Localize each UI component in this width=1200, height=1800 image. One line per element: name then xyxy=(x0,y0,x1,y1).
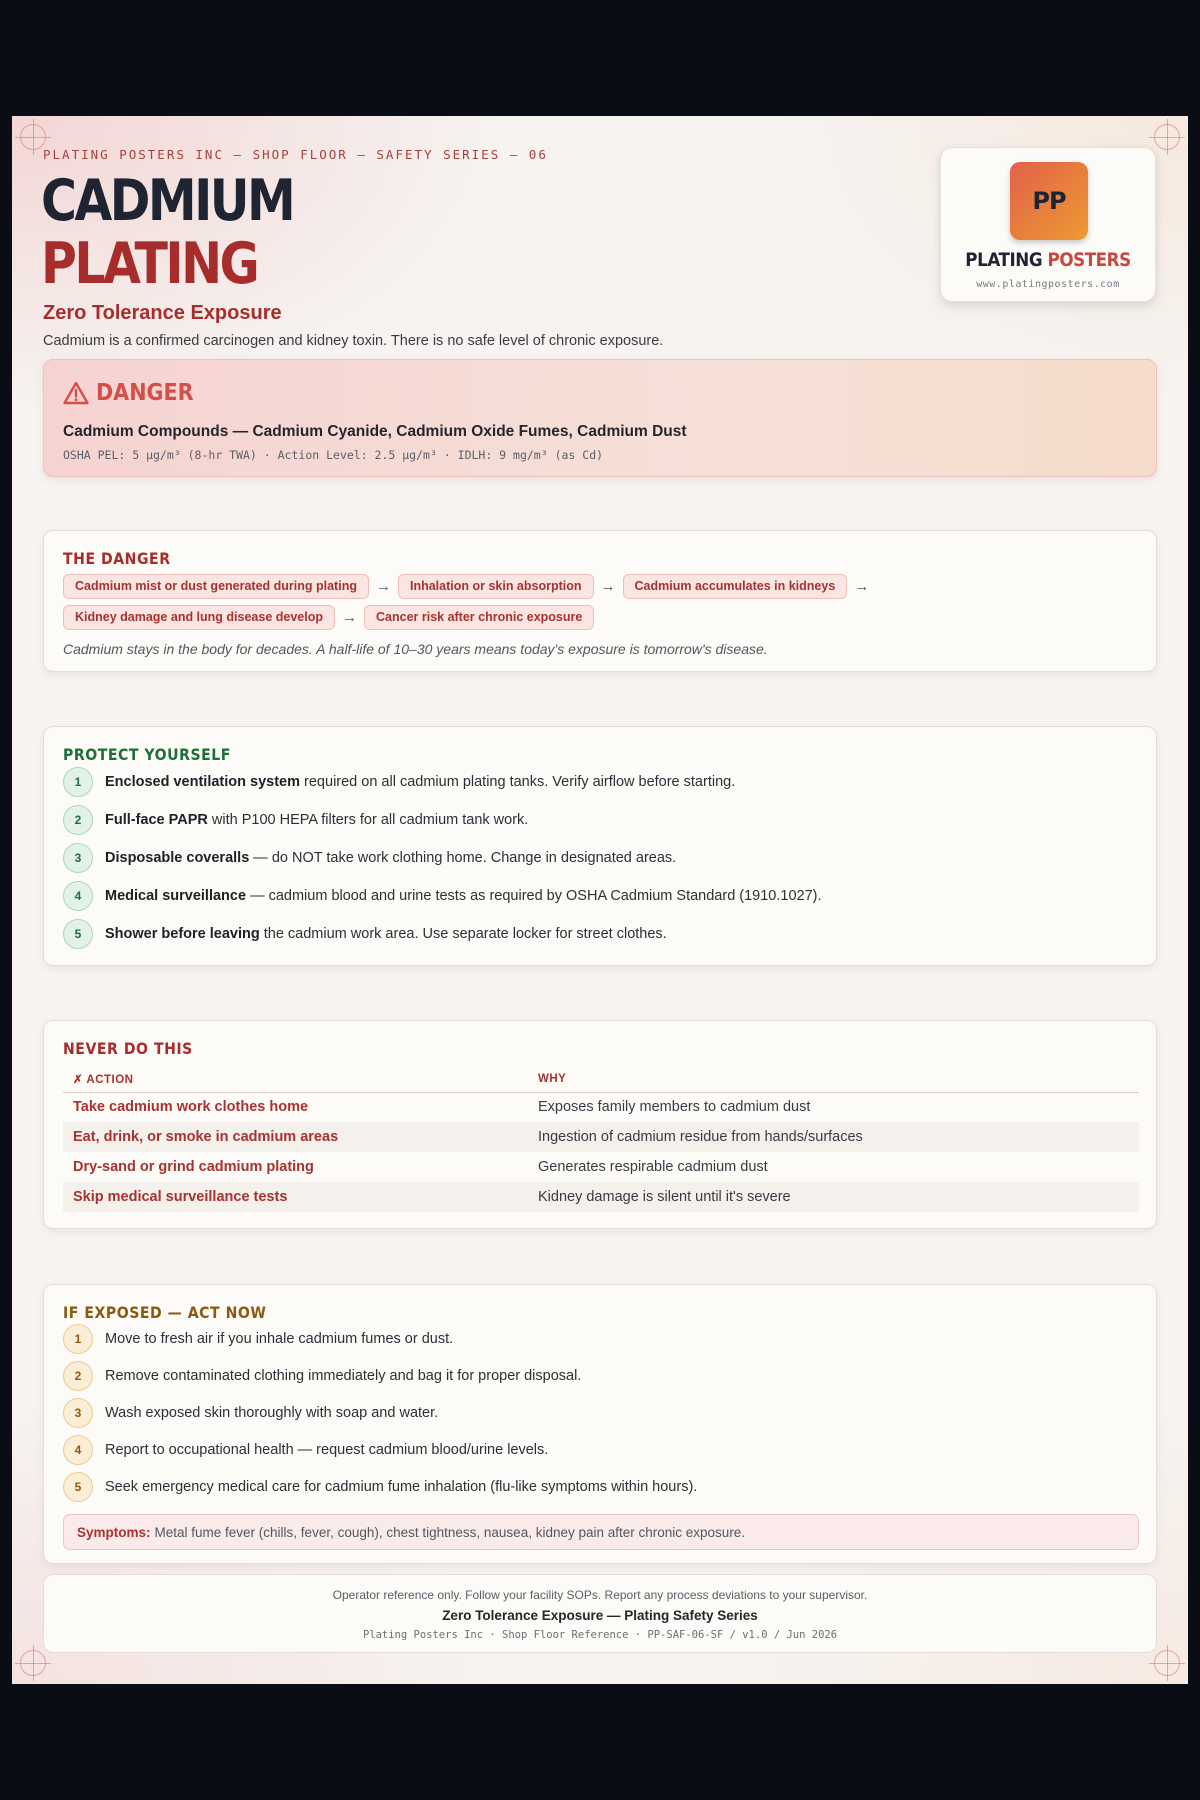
symptoms-text: Metal fume fever (chills, fever, cough), chest tightness, nausea, kidney pain after chronic exposure. xyxy=(154,1524,746,1540)
lead-text: Cadmium is a confirmed carcinogen and kidney toxin. There is no safe level of chronic exposure. xyxy=(43,333,664,349)
exposed-card xyxy=(43,1284,1157,1564)
step-number: 1 xyxy=(63,1324,93,1354)
exposed-step xyxy=(63,1324,453,1354)
why-cell: Exposes family members to cadmium dust xyxy=(538,1099,811,1116)
exposed-step xyxy=(63,1361,581,1391)
logo-name-part-2: POSTERS xyxy=(1047,249,1131,271)
step-emphasis: Full-face PAPR xyxy=(105,812,208,828)
action-cell: Take cadmium work clothes home xyxy=(73,1099,309,1116)
never-title: NEVER DO THIS xyxy=(63,1039,193,1058)
step-detail: — do NOT take work clothing home. Change in designated areas. xyxy=(249,850,677,866)
step-number: 4 xyxy=(63,1435,93,1465)
arrow-right-icon: → xyxy=(342,609,357,626)
step-text xyxy=(105,850,676,866)
exposed-step xyxy=(63,1398,438,1428)
step-text: Remove contaminated clothing immediately and bag it for proper disposal. xyxy=(105,1368,582,1384)
table-row xyxy=(63,1152,1139,1182)
step-detail: — cadmium blood and urine tests as required by OSHA Cadmium Standard (1910.1027). xyxy=(246,888,822,904)
logo-name-part-1: PLATING xyxy=(965,249,1043,271)
the-danger-title: THE DANGER xyxy=(63,549,171,568)
symptoms-box xyxy=(63,1514,1139,1550)
step-text xyxy=(105,774,735,790)
logo-url: www.platingposters.com xyxy=(976,279,1120,290)
step-emphasis: Disposable coveralls xyxy=(105,850,250,866)
protect-step xyxy=(63,767,735,797)
danger-chain xyxy=(63,573,1137,635)
never-table xyxy=(63,1066,1139,1212)
registration-mark-icon xyxy=(20,1650,46,1676)
footer-title: Zero Tolerance Exposure — Plating Safety Series xyxy=(442,1608,758,1623)
exposed-step xyxy=(63,1435,548,1465)
step-emphasis: Medical surveillance xyxy=(105,888,247,904)
table-row xyxy=(63,1182,1139,1212)
never-card xyxy=(43,1020,1157,1229)
why-cell: Generates respirable cadmium dust xyxy=(538,1159,768,1175)
protect-step xyxy=(63,881,822,911)
step-emphasis: Enclosed ventilation system xyxy=(105,774,301,790)
protect-card xyxy=(43,726,1157,966)
step-detail: with P100 HEPA filters for all cadmium tank work. xyxy=(207,812,529,828)
logo-badge: PP xyxy=(1010,162,1088,240)
danger-compounds: Cadmium Compounds — Cadmium Cyanide, Cadmium Oxide Fumes, Cadmium Dust xyxy=(63,423,687,440)
danger-chain-step: Cancer risk after chronic exposure xyxy=(364,605,594,630)
step-number: 3 xyxy=(63,1398,93,1428)
arrow-right-icon: → xyxy=(375,578,391,595)
safety-poster xyxy=(12,116,1188,1684)
step-text: Seek emergency medical care for cadmium fume inhalation (flu-like symptoms within hours). xyxy=(105,1479,698,1495)
step-number: 2 xyxy=(63,805,93,835)
table-row xyxy=(63,1092,1139,1122)
danger-label: DANGER xyxy=(96,380,194,406)
footer xyxy=(43,1574,1157,1653)
step-number: 4 xyxy=(63,881,93,911)
footer-reference: Plating Posters Inc · Shop Floor Reference · PP-SAF-06-SF / v1.0 / Jun 2026 xyxy=(362,1629,838,1641)
exposed-step xyxy=(63,1472,697,1502)
danger-banner xyxy=(43,359,1157,477)
subtitle: Zero Tolerance Exposure xyxy=(43,302,282,324)
registration-mark-icon xyxy=(1154,1650,1180,1676)
step-number: 5 xyxy=(63,1472,93,1502)
action-cell: Eat, drink, or smoke in cadmium areas xyxy=(63,1122,528,1152)
step-emphasis: Shower before leaving xyxy=(105,926,260,942)
arrow-right-icon: → xyxy=(600,578,616,595)
action-cell: Dry-sand or grind cadmium plating xyxy=(73,1159,314,1175)
symptoms-label: Symptoms: xyxy=(77,1524,151,1540)
step-number: 2 xyxy=(63,1361,93,1391)
danger-chain-step: Kidney damage and lung disease develop xyxy=(63,605,335,630)
logo-card xyxy=(940,147,1156,302)
title-line-1: CADMIUM xyxy=(41,168,294,234)
danger-chain-step: Cadmium accumulates in kidneys xyxy=(623,574,848,599)
danger-chain-step: Inhalation or skin absorption xyxy=(398,574,594,599)
registration-mark-icon xyxy=(1154,124,1180,150)
step-text: Report to occupational health — request cadmium blood/urine levels. xyxy=(105,1442,549,1458)
step-number: 5 xyxy=(63,919,93,949)
why-cell: Ingestion of cadmium residue from hands/surfaces xyxy=(528,1122,1139,1152)
column-header-why: WHY xyxy=(528,1066,1139,1092)
step-detail: the cadmium work area. Use separate locker for street clothes. xyxy=(259,926,667,942)
footer-disclaimer: Operator reference only. Follow your facility SOPs. Report any process deviations to your supervisor. xyxy=(332,1588,868,1602)
series-label: PLATING POSTERS INC — SHOP FLOOR — SAFETY SERIES — 06 xyxy=(43,147,548,162)
step-number: 3 xyxy=(63,843,93,873)
exposure-limits: OSHA PEL: 5 µg/m³ (8-hr TWA) · Action Level: 2.5 µg/m³ · IDLH: 9 mg/m³ (as Cd) xyxy=(63,448,604,462)
step-text xyxy=(105,812,528,828)
protect-step xyxy=(63,843,676,873)
step-number: 1 xyxy=(63,767,93,797)
exposed-title: IF EXPOSED — ACT NOW xyxy=(63,1303,267,1322)
danger-chain-step: Cadmium mist or dust generated during plating xyxy=(63,574,369,599)
protect-step xyxy=(63,805,528,835)
table-header-row xyxy=(63,1066,1139,1092)
arrow-right-icon: → xyxy=(854,578,870,595)
step-detail: required on all cadmium plating tanks. Verify airflow before starting. xyxy=(300,774,736,790)
step-text xyxy=(105,926,667,942)
step-text: Wash exposed skin thoroughly with soap and water. xyxy=(105,1405,439,1421)
step-text: Move to fresh air if you inhale cadmium fumes or dust. xyxy=(105,1331,454,1347)
logo-name xyxy=(954,249,1142,271)
column-header-action: ✗ ACTION xyxy=(63,1066,528,1092)
table-row xyxy=(63,1122,1139,1152)
title-line-2: PLATING xyxy=(41,231,258,297)
protect-title: PROTECT YOURSELF xyxy=(63,745,231,764)
action-cell: Skip medical surveillance tests xyxy=(63,1182,528,1212)
protect-step xyxy=(63,919,667,949)
why-cell: Kidney damage is silent until it's severe xyxy=(528,1182,1139,1212)
the-danger-card xyxy=(43,530,1157,672)
danger-note: Cadmium stays in the body for decades. A half-life of 10–30 years means today's exposure is tomorrow's disease. xyxy=(63,641,768,657)
danger-heading xyxy=(63,380,204,406)
warning-triangle-icon xyxy=(63,381,89,405)
step-text xyxy=(105,888,822,904)
